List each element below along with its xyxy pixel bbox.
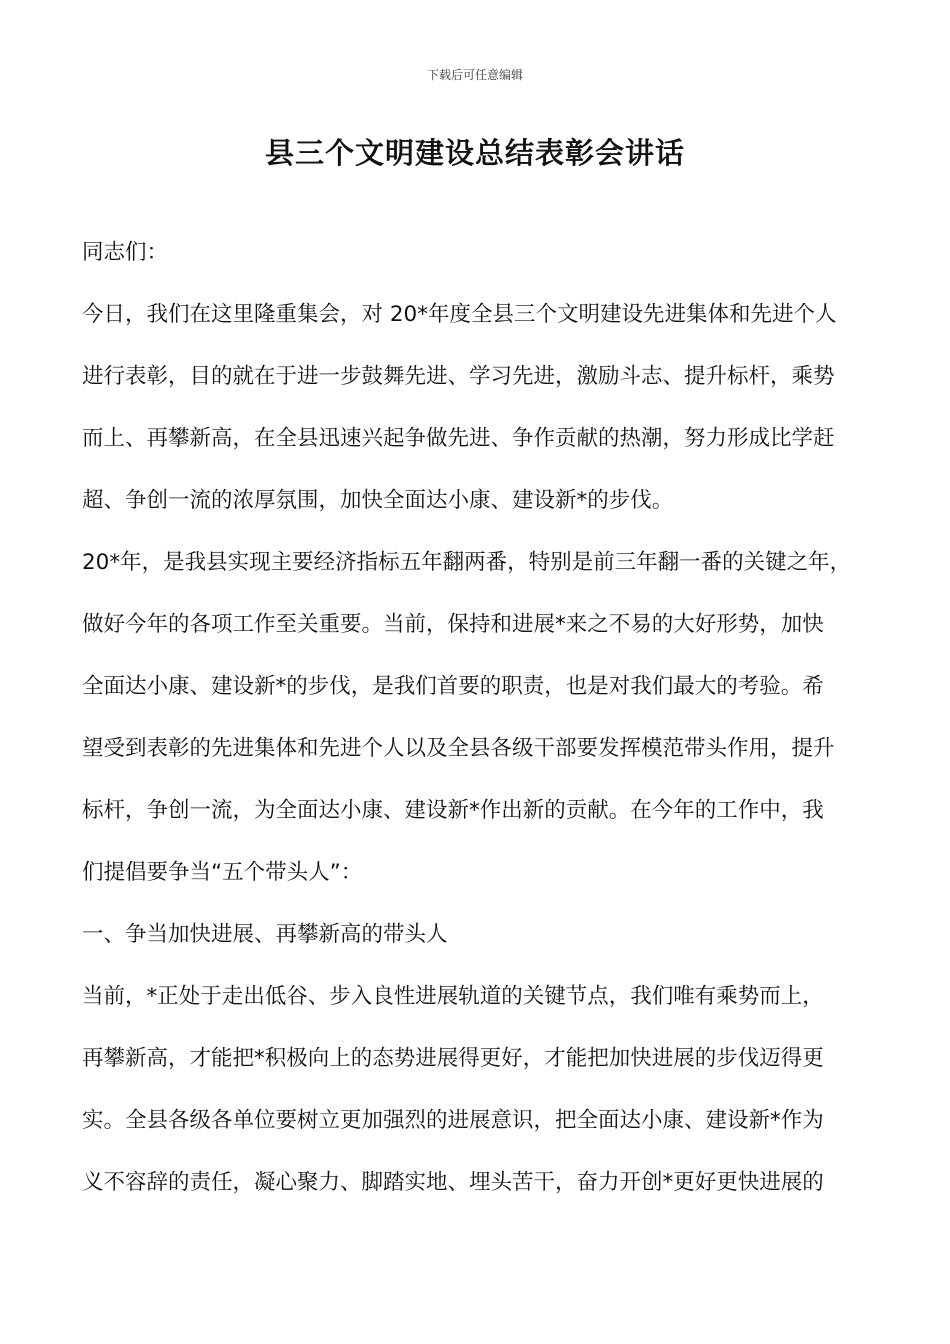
paragraph-line: 今日，我们在这里隆重集会，对 20*年度全县三个文明建设先进集体和先进个人 bbox=[82, 302, 837, 327]
section-heading: 一、争当加快进展、再攀新高的带头人 bbox=[82, 922, 448, 947]
paragraph-line: 再攀新高，才能把*积极向上的态势进展得更好，才能把加快进展的步伐迈得更 bbox=[82, 1046, 824, 1071]
paragraph-line: 望受到表彰的先进集体和先进个人以及全县各级干部要发挥模范带头作用，提升 bbox=[82, 736, 835, 761]
paragraph-line: 们提倡要争当“五个带头人”： bbox=[82, 860, 363, 885]
paragraph-line: 而上、再攀新高，在全县迅速兴起争做先进、争作贡献的热潮，努力形成比学赶 bbox=[82, 426, 835, 451]
document-body bbox=[82, 222, 882, 1214]
salutation: 同志们： bbox=[82, 240, 169, 265]
header-note: 下载后可任意编辑 bbox=[426, 68, 523, 82]
paragraph-line: 超、争创一流的浓厚氛围，加快全面达小康、建设新*的步伐。 bbox=[82, 488, 674, 513]
paragraph-line: 标杆，争创一流，为全面达小康、建设新*作出新的贡献。在今年的工作中，我 bbox=[82, 798, 824, 823]
paragraph-line: 进行表彰，目的就在于进一步鼓舞先进、学习先进，激励斗志、提升标杆，乘势 bbox=[82, 364, 835, 389]
paragraph-line: 20*年，是我县实现主要经济指标五年翻两番，特别是前三年翻一番的关键之年， bbox=[82, 550, 852, 575]
paragraph-line: 当前，*正处于走出低谷、步入良性进展轨道的关键节点，我们唯有乘势而上， bbox=[82, 984, 824, 1009]
paragraph-line: 全面达小康、建设新*的步伐，是我们首要的职责，也是对我们最大的考验。希 bbox=[82, 674, 824, 699]
paragraph-line: 实。全县各级各单位要树立更加强烈的进展意识，把全面达小康、建设新*作为 bbox=[82, 1108, 824, 1133]
paragraph-line: 义不容辞的责任，凝心聚力、脚踏实地、埋头苦干，奋力开创*更好更快进展的 bbox=[82, 1170, 824, 1195]
paragraph-line: 做好今年的各项工作至关重要。当前，保持和进展*来之不易的大好形势，加快 bbox=[82, 612, 824, 637]
document-title: 县三个文明建设总结表彰会讲话 bbox=[264, 136, 685, 170]
